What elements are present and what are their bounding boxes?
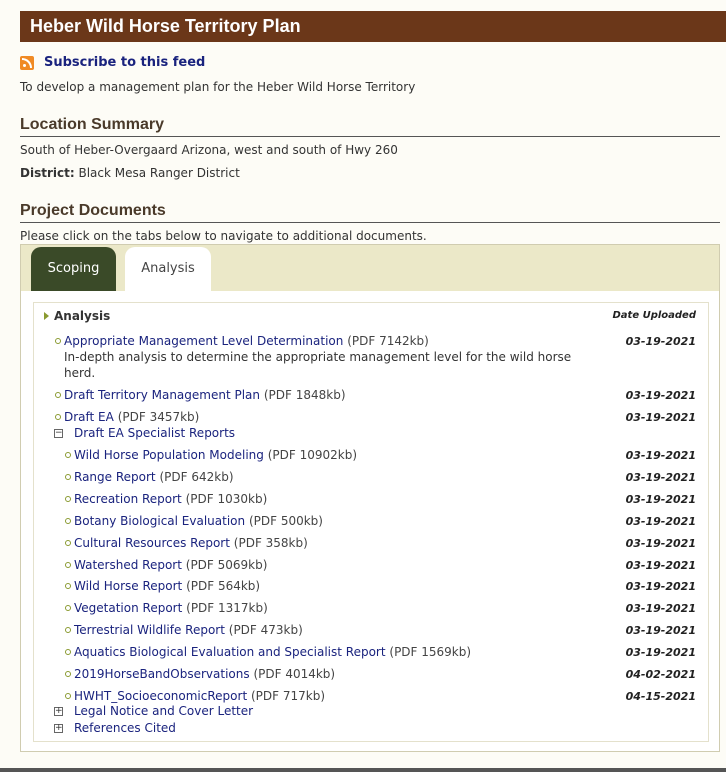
- file-size: (PDF 4014kb): [253, 667, 336, 681]
- document-link[interactable]: Terrestrial Wildlife Report: [74, 623, 225, 637]
- references-link[interactable]: References Cited: [74, 721, 176, 735]
- footer-strip: [0, 768, 726, 772]
- file-size: (PDF 5069kb): [185, 558, 268, 572]
- file-size: (PDF 1317kb): [186, 601, 268, 615]
- file-size: (PDF 473kb): [228, 623, 303, 637]
- list-item: [74, 535, 308, 551]
- page-title: Heber Wild Horse Territory Plan: [20, 11, 726, 42]
- bullet-icon: [65, 474, 71, 480]
- file-size: (PDF 642kb): [159, 470, 234, 484]
- bullet-icon: [55, 338, 61, 344]
- document-link[interactable]: Botany Biological Evaluation: [74, 514, 246, 528]
- expand-icon[interactable]: +: [55, 723, 63, 733]
- project-documents-heading: Project Documents: [20, 202, 720, 223]
- upload-date: 03-19-2021: [625, 411, 696, 424]
- documents-list: [33, 302, 709, 742]
- list-item: [64, 387, 346, 403]
- tab-strip: [21, 245, 719, 291]
- list-item: [74, 578, 260, 594]
- district-line: [20, 166, 240, 180]
- document-link[interactable]: Wild Horse Report: [74, 579, 183, 593]
- list-item: [74, 644, 471, 660]
- tab-analysis[interactable]: Analysis: [125, 247, 211, 291]
- list-item: [74, 622, 303, 638]
- bullet-icon: [65, 605, 71, 611]
- document-link[interactable]: 2019HorseBandObservations: [74, 667, 250, 681]
- bullet-icon: [65, 452, 71, 458]
- document-link[interactable]: Recreation Report: [74, 492, 182, 506]
- bullet-icon: [65, 496, 71, 502]
- upload-date: 03-19-2021: [625, 493, 696, 506]
- upload-date: 03-19-2021: [625, 471, 696, 484]
- expand-triangle-icon[interactable]: [44, 312, 49, 320]
- upload-date: 03-19-2021: [625, 449, 696, 462]
- upload-date: 03-19-2021: [625, 559, 696, 572]
- document-link[interactable]: Cultural Resources Report: [74, 536, 230, 550]
- list-item: [64, 409, 199, 425]
- file-size: (PDF 1030kb): [185, 492, 268, 506]
- document-link[interactable]: Aquatics Biological Evaluation and Specialist Report: [74, 645, 386, 659]
- file-size: (PDF 358kb): [233, 536, 308, 550]
- location-text: South of Heber-Overgaard Arizona, west and south of Hwy 260: [20, 143, 398, 157]
- file-size: (PDF 3457kb): [117, 410, 200, 424]
- tabs-note: Please click on the tabs below to navigate to additional documents.: [20, 229, 427, 243]
- expand-icon[interactable]: +: [55, 706, 63, 716]
- document-link[interactable]: Vegetation Report: [74, 601, 183, 615]
- legal-notice-link[interactable]: Legal Notice and Cover Letter: [74, 704, 254, 718]
- upload-date: 03-19-2021: [625, 624, 696, 637]
- subgroup-label: [74, 425, 235, 441]
- bullet-icon: [55, 392, 61, 398]
- subgroup-link[interactable]: Draft EA Specialist Reports: [74, 426, 236, 440]
- collapse-icon[interactable]: −: [55, 428, 63, 438]
- bullet-icon: [55, 414, 61, 420]
- upload-date: 03-19-2021: [625, 580, 696, 593]
- collapsed-group: [74, 720, 176, 736]
- document-link[interactable]: Wild Horse Population Modeling: [74, 448, 264, 462]
- document-description: In-depth analysis to determine the appropriate management level for the wild horse herd.: [64, 350, 572, 380]
- upload-date: 03-19-2021: [625, 335, 696, 348]
- bullet-icon: [65, 671, 71, 677]
- list-item: [74, 469, 234, 485]
- location-summary-heading: Location Summary: [20, 116, 720, 137]
- list-item: [74, 666, 335, 682]
- district-label: District:: [20, 166, 75, 180]
- bullet-icon: [65, 627, 71, 633]
- subscribe-feed[interactable]: [20, 55, 205, 70]
- upload-date: 03-19-2021: [625, 537, 696, 550]
- collapsed-group: [74, 703, 253, 719]
- documents-panel: [20, 244, 720, 752]
- file-size: (PDF 564kb): [186, 579, 261, 593]
- upload-date: 03-19-2021: [625, 389, 696, 402]
- file-size: (PDF 1848kb): [263, 388, 346, 402]
- file-size: (PDF 1569kb): [389, 645, 472, 659]
- upload-date: 04-02-2021: [625, 668, 696, 681]
- list-item: [74, 513, 323, 529]
- document-link[interactable]: Draft Territory Management Plan: [64, 388, 261, 402]
- date-uploaded-header: Date Uploaded: [612, 310, 696, 321]
- district-value: Black Mesa Ranger District: [78, 166, 240, 180]
- project-description: To develop a management plan for the Heber Wild Horse Territory: [20, 80, 416, 94]
- bullet-icon: [65, 518, 71, 524]
- bullet-icon: [65, 693, 71, 699]
- list-item: [64, 333, 584, 381]
- file-size: (PDF 7142kb): [347, 334, 429, 348]
- bullet-icon: [65, 562, 71, 568]
- document-link[interactable]: Range Report: [74, 470, 156, 484]
- rss-icon[interactable]: [20, 56, 34, 70]
- list-item: [74, 491, 267, 507]
- group-label[interactable]: Analysis: [54, 309, 111, 323]
- file-size: (PDF 717kb): [250, 689, 326, 703]
- document-link[interactable]: Draft EA: [64, 410, 114, 424]
- document-link[interactable]: HWHT_SocioeconomicReport: [74, 689, 248, 703]
- bullet-icon: [65, 649, 71, 655]
- document-link[interactable]: Watershed Report: [74, 558, 182, 572]
- bullet-icon: [65, 540, 71, 546]
- upload-date: 04-15-2021: [625, 690, 696, 703]
- upload-date: 03-19-2021: [625, 646, 696, 659]
- list-item: [74, 557, 267, 573]
- list-item: [74, 688, 325, 704]
- file-size: (PDF 10902kb): [267, 448, 358, 462]
- bullet-icon: [65, 583, 71, 589]
- upload-date: 03-19-2021: [625, 515, 696, 528]
- file-size: (PDF 500kb): [248, 514, 323, 528]
- subscribe-link[interactable]: Subscribe to this feed: [44, 55, 206, 70]
- upload-date: 03-19-2021: [625, 602, 696, 615]
- list-item: [74, 600, 268, 616]
- document-link[interactable]: Appropriate Management Level Determination: [64, 334, 344, 348]
- tab-scoping[interactable]: Scoping: [31, 247, 116, 291]
- list-item: [74, 447, 357, 463]
